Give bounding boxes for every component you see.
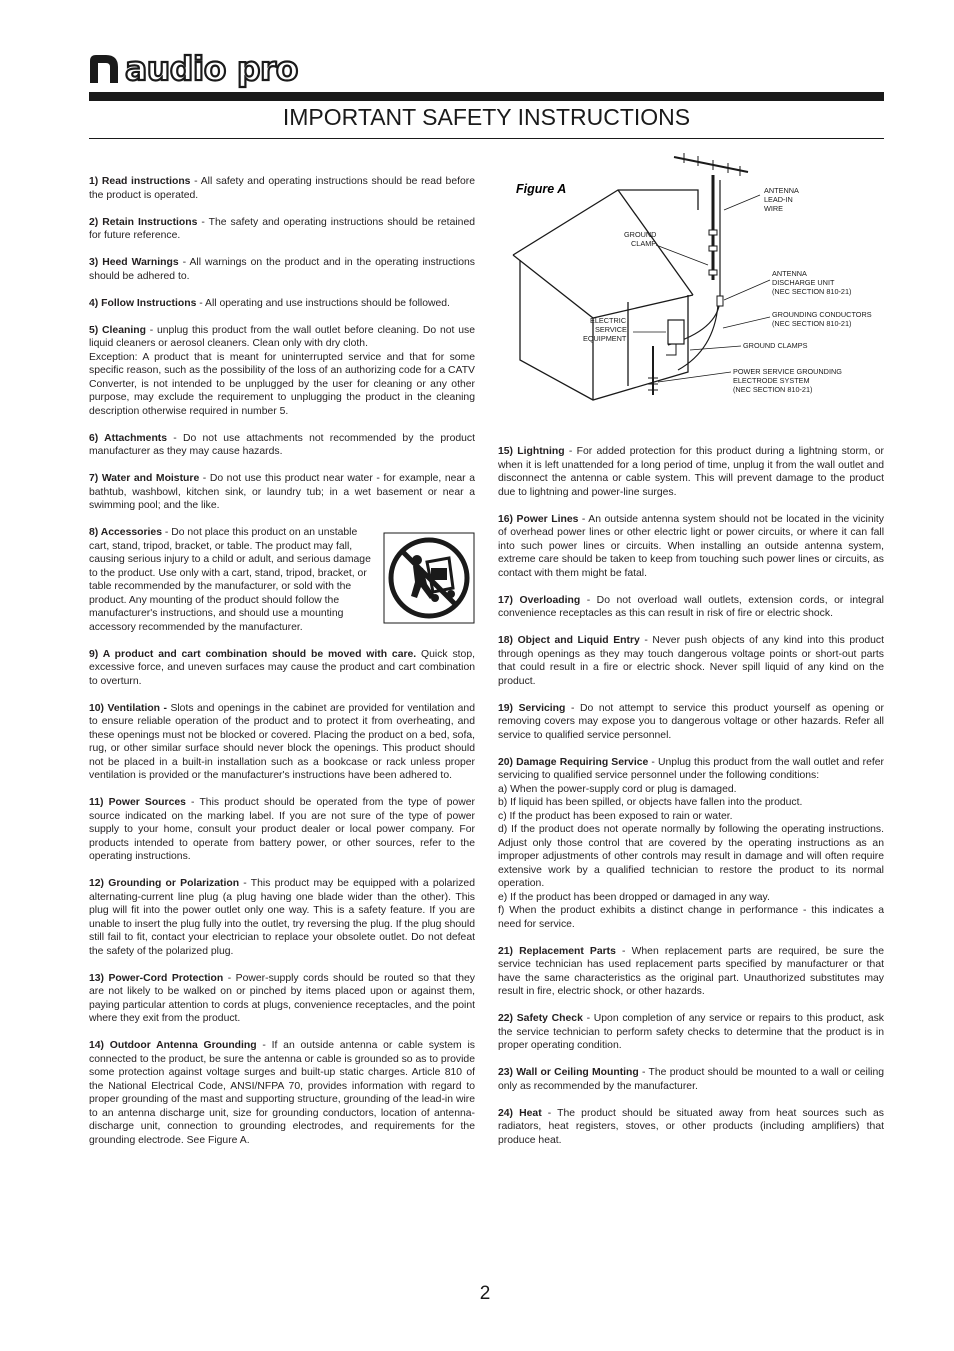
instruction-text: - All warnings on the product and in the operating instructions should be adhered to. [89, 257, 475, 282]
instruction-2 [89, 216, 475, 243]
instruction-text: - When replacement parts are required, be sure the service technician has used replacement parts specified by manufacturer or that have the same characteristics as the original part. Unauthorized substitutes may result in fire, electric shock, or other hazards. [498, 945, 884, 997]
cart-tip-over-warning-icon [383, 532, 475, 624]
instruction-1 [89, 175, 475, 202]
instruction-heading: 3) Heed Warnings [89, 257, 179, 268]
instruction-20 [498, 756, 884, 932]
instruction-text: Quick stop, excessive force, and uneven surfaces may cause the product and cart combination to overturn. [89, 648, 475, 687]
title-divider [89, 138, 884, 139]
label-conductors-2: (NEC SECTION 810-21) [772, 319, 852, 328]
instruction-21 [498, 945, 884, 999]
page-title: IMPORTANT SAFETY INSTRUCTIONS [282, 104, 691, 130]
right-column [498, 445, 884, 1161]
instruction-8-body [89, 526, 377, 634]
label-electric-3: EQUIPMENT [583, 334, 627, 343]
instruction-heading: 11) Power Sources [89, 797, 186, 808]
label-power-service-2: ELECTRODE SYSTEM [733, 376, 810, 385]
instruction-heading: 18) Object and Liquid Entry [498, 635, 640, 646]
condition-item: e) If the product has been dropped or damaged in any way. [498, 891, 770, 903]
instruction-heading: 23) Wall or Ceiling Mounting [498, 1067, 639, 1078]
instruction-text: - For added protection for this product during a lightning storm, or when it is left unattended for a long period of time, unplug it from the wall outlet and disconnect the antenna or cable system. This will prevent damage to the product due to lightning and power-line surges. [498, 446, 884, 498]
instruction-heading: 9) A product and cart combination should be moved with care. [89, 648, 417, 660]
figure-title: Figure A [516, 182, 567, 196]
instruction-heading: 17) Overloading [498, 594, 581, 606]
instruction-text: Slots and openings in the cabinet are provided for ventilation and to ensure reliable operation of the product and to protect it from overheating, and these openings must not be blocked or covered. Placing the product on a bed, sofa, rug, or other similar surface should never block the openings. This product should not be placed in a built-in installation such as a bookcase or rack unless proper ventilation is provided or the manufacturer's instructions have been adhered to. [89, 702, 475, 781]
instruction-16 [498, 513, 884, 581]
figure-labels [583, 186, 872, 394]
condition-item: f) When the product exhibits a distinct change in performance - this indicates a need for service. [498, 905, 884, 930]
label-antenna-lead-3: WIRE [764, 204, 784, 213]
instruction-heading: 22) Safety Check [498, 1013, 583, 1024]
instruction-8 [89, 526, 475, 634]
instruction-22 [498, 1012, 884, 1053]
instruction-heading: 10) Ventilation - [89, 702, 167, 714]
instruction-heading: 20) Damage Requiring Service [498, 756, 649, 768]
instruction-23 [498, 1066, 884, 1093]
instruction-text: - Do not use this product near water - for example, near a bathtub, washbowl, kitchen sink, or laundry tub; in a wet basement or near a swimming pool; and the like. [89, 473, 475, 511]
instruction-heading: 7) Water and Moisture [89, 473, 200, 484]
instruction-heading: 13) Power-Cord Protection [89, 972, 224, 984]
instruction-text: - Do not attempt to service this product yourself as opening or removing covers may expose you to dangerous voltage or other hazards. Refer all service to qualified service personnel. [498, 702, 885, 741]
instruction-15 [498, 445, 884, 499]
instruction-5 [89, 324, 475, 419]
label-ground-clamps: GROUND CLAMPS [743, 341, 808, 350]
instruction-heading: 21) Replacement Parts [498, 945, 616, 957]
instruction-text: - This product may be equipped with a polarized alternating-current line plug (a plug having one blade wider than the other). This plug will fit into the power outlet only one way. This is a safety feature. If you are unable to insert the plug fully into the outlet, try reversing the plug. If the plug should still fail to fit, contact your electrician to replace your obsolete outlet. Do not defeat the safety of the polarized plug. [89, 878, 475, 957]
instruction-text: - All safety and operating instructions should be read before the product is operated. [89, 176, 475, 201]
instruction-19 [498, 702, 884, 743]
antenna-mast [648, 153, 748, 395]
label-conductors-1: GROUNDING CONDUCTORS [772, 310, 872, 319]
instruction-text: - Do not place this product on an unstable cart, stand, tripod, bracket, or table. The product may fall, causing serious injury to a child or adult, and serious damage to the product. Use only with a cart, stand, tripod, bracket, or table recommended by the manufacturer, or sold with the product. Any mounting of the product should follow the manufacturer's instructions, and should use a mounting accessory recommended by the manufacturer. [89, 527, 371, 633]
instruction-6 [89, 432, 475, 459]
label-power-service-1: POWER SERVICE GROUNDING [733, 367, 842, 376]
label-power-service-3: (NEC SECTION 810-21) [733, 385, 813, 394]
instruction-heading: 12) Grounding or Polarization [89, 878, 240, 889]
antenna-grounding-figure [498, 150, 888, 405]
instruction-text: - Unplug this product from the wall outlet and refer servicing to qualified service personnel under the following conditions: [498, 756, 885, 781]
instruction-heading: 2) Retain Instructions [89, 216, 198, 228]
label-ground-clamp-2: CLAMP [631, 239, 657, 248]
instruction-text: - If an outside antenna or cable system is connected to the product, be sure the antenna or cable is grounded so as to provide some protection against voltage surges and built-up static charges. Article 810 of the National Electrical Code, ANSI/NFPA 70, provides information with regard to proper grounding of the mast and supporting structure, grounding of the lead-in wire to an antenna discharge unit, size for grounding conductors, location of antenna-discharge unit, connection to grounding electrodes, and requirements for the grounding electrode. See Figure A. [89, 1040, 475, 1146]
house-drawing [513, 190, 698, 400]
instruction-text: - An outside antenna system should not be located in the vicinity of overhead power lines or other electric light or power circuits, or where it can fall into such power lines or circuits. When installing an outside antenna system, extreme care should be taken to keep from touching such power lines or circuits, as contact with them might be fatal. [498, 513, 884, 579]
instruction-18 [498, 634, 884, 688]
instruction-13 [89, 972, 475, 1026]
instruction-heading: 16) Power Lines [498, 513, 579, 525]
instruction-3 [89, 256, 475, 283]
label-electric-2: SERVICE [595, 325, 627, 334]
label-antenna-lead-1: ANTENNA [764, 186, 799, 195]
instruction-text: - Do not use attachments not recommended by the product manufacturer as they may cause hazards. [89, 432, 475, 457]
instruction-text: - This product should be operated from the type of power source indicated on the marking label. If you are not sure of the type of power supply to your home, consult your product dealer or local power company. For products intended to operate from battery power, or other sources, refer to the operating instructions. [89, 797, 475, 862]
label-antenna-lead-2: LEAD-IN [764, 195, 793, 204]
page-number: 2 [479, 1283, 491, 1304]
instruction-11 [89, 796, 475, 864]
condition-item: c) If the product has been exposed to rain or water. [498, 810, 733, 822]
instruction-text: - unplug this product from the wall outlet before cleaning. Do not use liquid cleaners or aerosol cleaners. Clean only with dry cloth. [89, 324, 475, 349]
instruction-heading: 1) Read instructions [89, 176, 191, 187]
instruction-17 [498, 594, 884, 621]
brand-name: audio pro [125, 49, 298, 88]
instruction-text: - Upon completion of any service or repairs to this product, ask the service technician to perform safety checks to determine that the product is in proper operating condition. [498, 1013, 885, 1051]
label-discharge-2: DISCHARGE UNIT [772, 278, 835, 287]
header-bar [89, 92, 884, 101]
instruction-heading: 4) Follow Instructions [89, 297, 197, 309]
instruction-heading: 19) Servicing [498, 702, 566, 714]
instruction-text: - Power-supply cords should be routed so that they are not likely to be walked on or pinched by items placed upon or against them, paying particular attention to cords at plugs, convenience receptacles, and the point where they exit from the product. [89, 972, 475, 1024]
instruction-heading: 15) Lightning [498, 446, 565, 457]
instruction-24 [498, 1107, 884, 1148]
instruction-7 [89, 472, 475, 513]
instruction-text: - All operating and use instructions should be followed. [196, 297, 450, 309]
instruction-heading: 8) Accessories [89, 527, 162, 538]
instruction-4 [89, 297, 475, 311]
instruction-heading: 14) Outdoor Antenna Grounding [89, 1040, 257, 1051]
instruction-10 [89, 702, 475, 783]
instruction-heading: 24) Heat [498, 1107, 542, 1119]
instruction-heading: 5) Cleaning [89, 324, 146, 336]
instruction-14 [89, 1039, 475, 1147]
instruction-exception: Exception: A product that is meant for uninterrupted service and that for some specific reason, such as the possibility of the loss of an authorizing code for a CATV Converter, is not intended to be unplugged by the user for cleaning or any other purpose, may exclude the requirement to unplugging the product in the cleaning description otherwise required in number 5. [89, 351, 475, 417]
instruction-text: - The safety and operating instructions should be retained for future reference. [89, 216, 475, 241]
instruction-9 [89, 648, 475, 689]
instruction-text: - Do not overload wall outlets, extension cords, or integral convenience receptacles as this can result in risk of fire or electric shock. [498, 594, 884, 619]
instruction-12 [89, 877, 475, 958]
condition-item: d) If the product does not operate normally by following the operating instructions. Adjust only those control that are covered by the operating instructions as an improper adjustments of other controls may result in damage and will often require extensive work by a qualified technician to restore the product to its normal operation. [498, 824, 884, 889]
label-electric-1: ELECTRIC [590, 316, 627, 325]
label-discharge-3: (NEC SECTION 810-21) [772, 287, 852, 296]
instruction-text: - The product should be mounted to a wall or ceiling only as recommended by the manufacturer. [498, 1067, 884, 1092]
brand-logo [90, 49, 298, 88]
label-discharge-1: ANTENNA [772, 269, 807, 278]
instruction-text: - The product should be situated away from heat sources such as radiators, heat registers, stoves, or other products (including amplifiers) that produce heat. [498, 1107, 884, 1146]
condition-item: b) If liquid has been spilled, or objects have fallen into the product. [498, 797, 803, 808]
audio-pro-logo-icon [90, 55, 118, 83]
instruction-text: - Never push objects of any kind into this product through openings as they may touch dangerous voltage points or short-out parts that could result in a fire or electric shock. Never spill liquid of any kind on the product. [498, 635, 884, 687]
instruction-heading: 6) Attachments [89, 432, 168, 444]
label-ground-clamp-1: GROUND [624, 230, 657, 239]
left-column [89, 175, 475, 1161]
condition-item: a) When the power-supply cord or plug is damaged. [498, 783, 737, 795]
